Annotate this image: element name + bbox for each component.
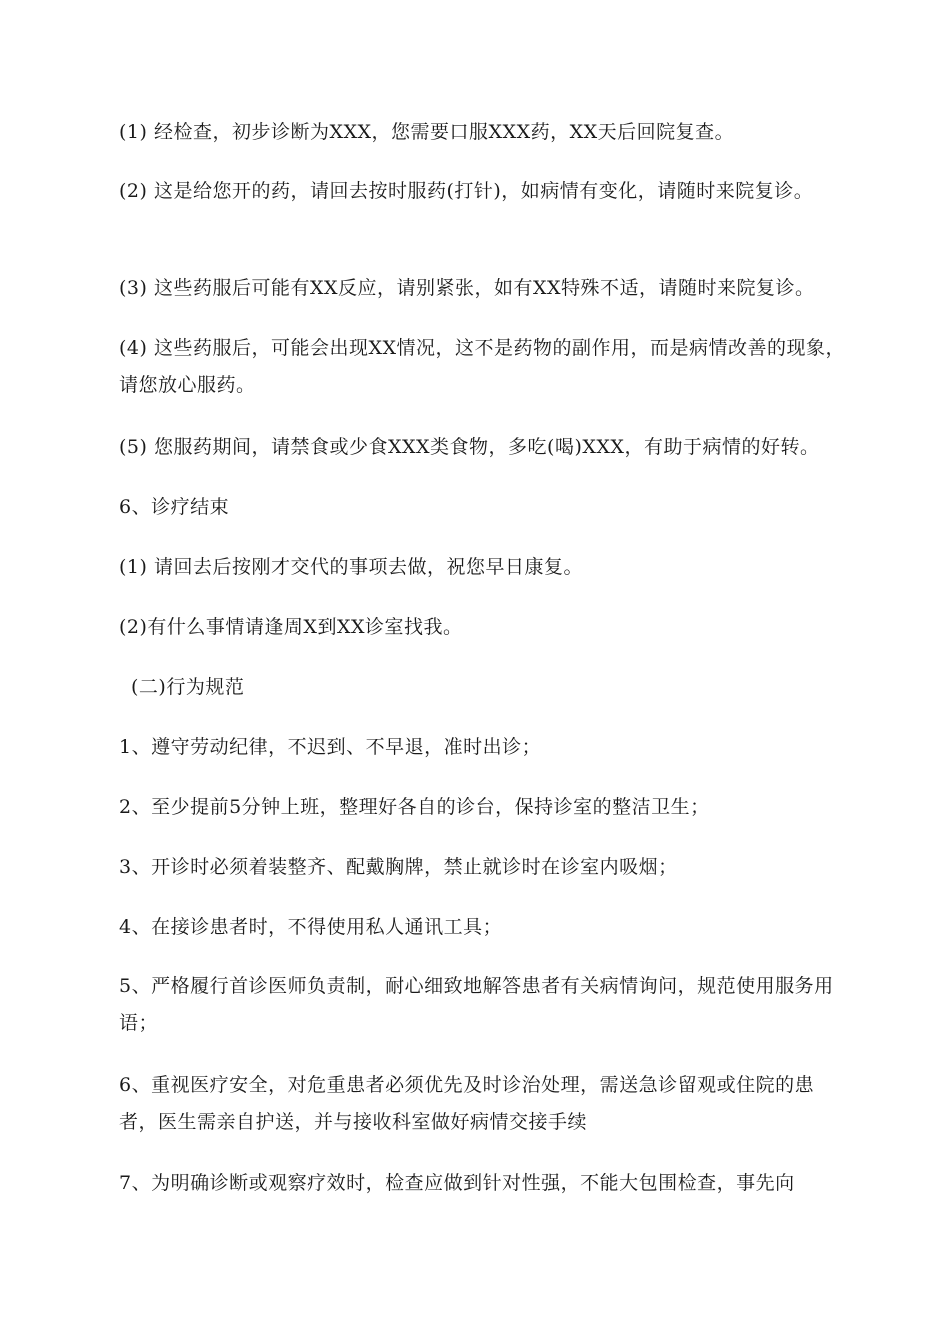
paragraph-item-5: (5) 您服药期间，请禁食或少食XXX类食物，多吃(喝)XXX，有助于病情的好转。	[119, 436, 820, 458]
section-heading-6: 6、诊疗结束	[119, 496, 230, 518]
rule-item-4: 4、在接诊患者时，不得使用私人通讯工具；	[119, 916, 503, 938]
rule-item-7: 7、为明确诊断或观察疗效时，检查应做到针对性强，不能大包围检查，事先向	[119, 1172, 795, 1194]
rule-item-6: 6、重视医疗安全，对危重患者必须优先及时诊治处理，需送急诊留观或住院的患者，医生需亲自护送，并与接收科室做好病情交接手续	[119, 1074, 815, 1133]
paragraph-item-3: (3) 这些药服后可能有XX反应，请别紧张，如有XX特殊不适，请随时来院复诊。	[119, 277, 815, 299]
section-heading-behavior: (二)行为规范	[131, 676, 245, 698]
paragraph-item-1: (1) 经检查，初步诊断为XXX，您需要口服XXX药，XX天后回院复查。	[119, 121, 735, 143]
paragraph-item-4: (4) 这些药服后，可能会出现XX情况，这不是药物的副作用，而是病情改善的现象，请您放心服药。	[119, 337, 846, 396]
rule-item-2: 2、至少提前5分钟上班，整理好各自的诊台，保持诊室的整洁卫生；	[119, 796, 710, 818]
paragraph-item-6-2: (2)有什么事情请逢周X到XX诊室找我。	[119, 616, 463, 638]
rule-item-3: 3、开诊时必须着装整齐、配戴胸牌，禁止就诊时在诊室内吸烟；	[119, 856, 678, 878]
rule-item-5: 5、严格履行首诊医师负责制，耐心细致地解答患者有关病情询问，规范使用服务用语；	[119, 975, 834, 1034]
paragraph-item-2: (2) 这是给您开的药，请回去按时服药(打针)，如病情有变化，请随时来院复诊。	[119, 180, 814, 202]
rule-item-1: 1、遵守劳动纪律，不迟到、不早退，准时出诊；	[119, 736, 542, 758]
paragraph-item-6-1: (1) 请回去后按刚才交代的事项去做，祝您早日康复。	[119, 556, 583, 578]
